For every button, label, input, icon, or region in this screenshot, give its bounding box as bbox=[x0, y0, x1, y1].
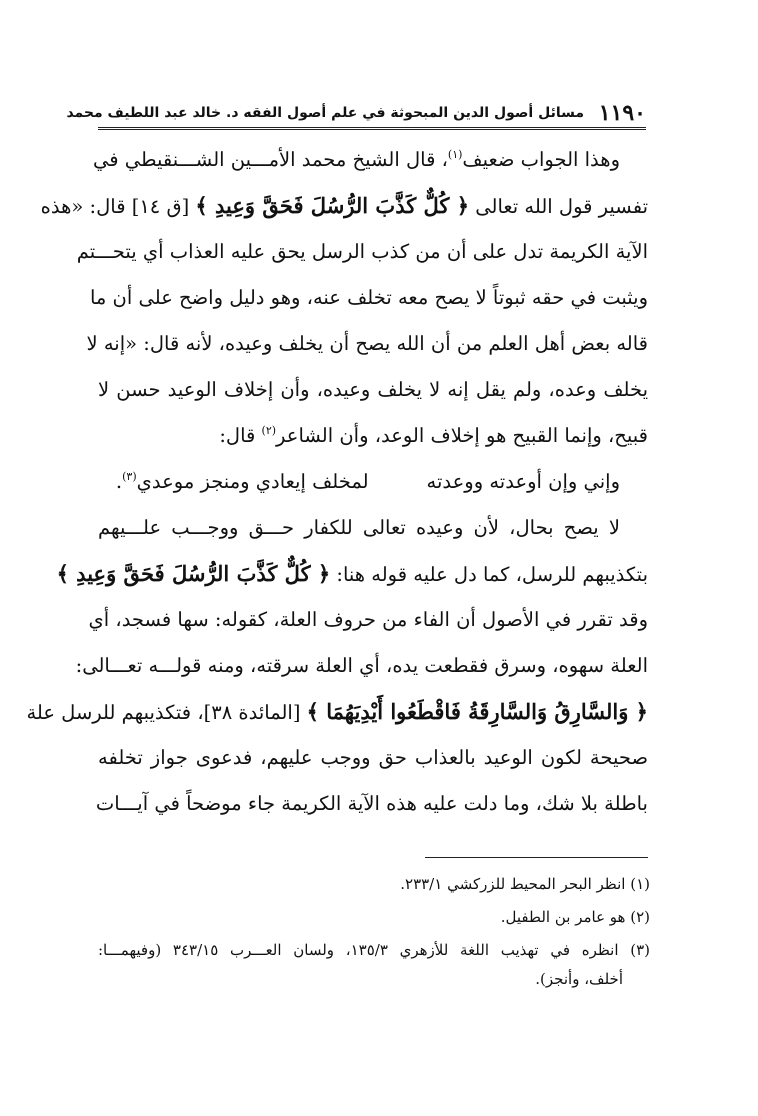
text-line: قاله بعض أهل العلم من أن الله يصح أن يخلف وعيده، لأنه قال: «إنه لا bbox=[86, 332, 648, 355]
page-number: ١١٩٠ bbox=[598, 100, 646, 126]
poetry-verse bbox=[98, 459, 648, 505]
poem-hemistich-1: وإني وإن أوعدته ووعدته bbox=[426, 470, 620, 493]
running-title: مسائل أصول الدين المبحوثة في علم أصول الفقه د. خالد عبد اللطيف محمد bbox=[66, 105, 584, 121]
footnotes bbox=[98, 868, 650, 996]
quran-verse: ﴿ كُلٌّ كَذَّبَ الرُّسُلَ فَحَقَّ وَعِيدِ ﴾ bbox=[56, 561, 331, 586]
text-line: يخلف وعده، ولم يقل إنه لا يخلف وعيده، وأن إخلاف الوعيد حسن لا bbox=[98, 378, 648, 401]
page-header bbox=[66, 100, 646, 130]
footnote-3: (٣) انظره في تهذيب اللغة للأزهري ١٣٥/٣، ولسان العـــرب ٣٤٣/١٥ (وفيهمـــا: bbox=[98, 941, 650, 959]
footnote-2: (٢) هو عامر بن الطفيل. bbox=[500, 908, 650, 926]
text-line: وقد تقرر في الأصول أن الفاء من حروف العلة، كقوله: سها فسجد، أي bbox=[88, 608, 648, 631]
quran-verse: ﴿ كُلٌّ كَذَّبَ الرُّسُلَ فَحَقَّ وَعِيدِ ﴾ bbox=[195, 193, 470, 218]
text-line: تفسير قول الله تعالى ﴿ كُلٌّ كَذَّبَ الرُّسُلَ فَحَقَّ وَعِيدِ ﴾ [ق ١٤] قال: «هذه bbox=[40, 193, 648, 218]
text-line: العلة سهوه، وسرق فقطعت يده، أي العلة سرقته، ومنه قولـــه تعـــالى: bbox=[75, 654, 648, 677]
header-rule bbox=[98, 127, 646, 130]
text-line: باطلة بلا شك، وما دلت عليه هذه الآية الكريمة جاء موضحاً في آيـــات bbox=[95, 792, 648, 815]
text-line: صحيحة لكون الوعيد بالعذاب حق ووجب عليهم، فدعوى جواز تخلفه bbox=[98, 746, 648, 769]
text-line: بتكذيبهم للرسل، كما دل عليه قوله هنا: ﴿ كُلٌّ كَذَّبَ الرُّسُلَ فَحَقَّ وَعِيدِ ﴾ bbox=[56, 561, 648, 586]
footnote-ref-2[interactable]: (٢) bbox=[261, 424, 277, 437]
main-text bbox=[26, 137, 648, 827]
footnote-3-continued: أخلف، وأنجز). bbox=[535, 970, 623, 988]
footnote-ref-3[interactable]: (٣) bbox=[122, 470, 137, 483]
footnote-ref-1[interactable]: (١) bbox=[447, 148, 463, 161]
text-line: لا يصح بحال، لأن وعيده تعالى للكفار حـــق ووجـــب علـــيهم bbox=[98, 516, 620, 539]
footnote-1: (١) انظر البحر المحيط للزركشي ٢٣٣/١. bbox=[400, 875, 650, 893]
poem-hemistich-2: لمخلف إيعادي ومنجز موعدي$^{(٣)}$. bbox=[115, 470, 369, 493]
text-line: وهذا الجواب ضعيف$^{(١)}$، قال الشيخ محمد الأمـــين الشـــنقيطي في bbox=[93, 148, 620, 171]
text-line: الآية الكريمة تدل على أن من كذب الرسل يحق عليه العذاب أي يتحـــتم bbox=[76, 240, 648, 263]
footnote-separator bbox=[425, 857, 648, 858]
text-line: قبيح، وإنما القبيح هو إخلاف الوعد، وأن الشاعر$^{(٢)}$ قال: bbox=[219, 424, 648, 447]
text-line: ﴿ وَالسَّارِقُ وَالسَّارِقَةُ فَاقْطَعُوا أَيْدِيَهُمَا ﴾ [المائدة ٣٨]، فتكذيبهم للرسل علة bbox=[26, 699, 648, 724]
text-line: ويثبت في حقه ثبوتاً لا يصح معه تخلف عنه، وهو دليل واضح على أن ما bbox=[89, 286, 648, 309]
quran-verse: ﴿ وَالسَّارِقُ وَالسَّارِقَةُ فَاقْطَعُوا أَيْدِيَهُمَا ﴾ bbox=[306, 699, 648, 724]
